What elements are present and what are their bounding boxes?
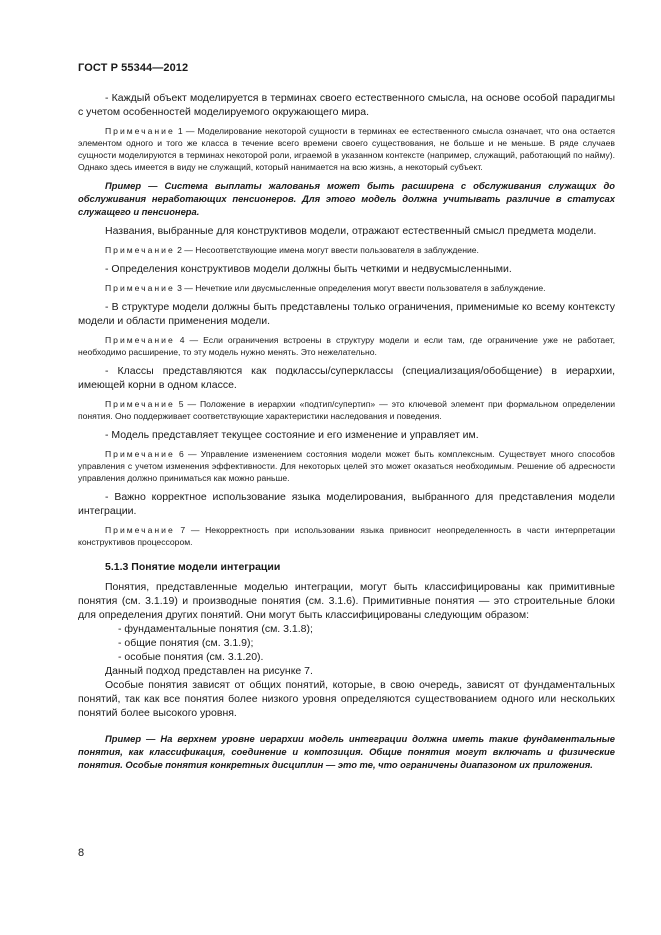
paragraph: Особые понятия зависят от общих понятий, которые, в свою очередь, зависят от фундаментальных понятий, так как все понятия более низкого уровня определяются существованием одного или нескольких понятий более высокого уровня.	[78, 679, 615, 719]
note-text: 3 — Нечеткие или двусмысленные определения могут ввести пользователя в заблуждение.	[174, 283, 546, 293]
paragraph: Данный подход представлен на рисунке 7.	[105, 665, 313, 677]
note	[78, 524, 615, 548]
paragraph: - Классы представляются как подклассы/суперклассы (специализация/обобщение) в иерархии, имеющей корни в одном классе.	[78, 365, 615, 391]
note	[78, 125, 615, 173]
note	[78, 334, 615, 358]
note	[78, 448, 615, 484]
paragraph: - Модель представляет текущее состояние и его изменение и управляет им.	[105, 429, 479, 441]
paragraph: - Определения конструктивов модели должны быть четкими и недвусмысленными.	[105, 263, 512, 275]
note-label: Примечание	[105, 399, 175, 409]
list-item: - особые понятия (см. 3.1.20).	[118, 651, 264, 663]
section-heading: 5.1.3 Понятие модели интеграции	[105, 561, 281, 573]
note-text: 4 — Если ограничения встроены в структуру модели и если там, где ограничение уже не работает, необходимо расширение, то эту модель нужно менять. Это нежелательно.	[78, 335, 615, 357]
note	[78, 282, 615, 294]
example: Пример — Система выплаты жалованья может быть расширена с обслуживания служащих до обслуживания неработающих пенсионеров. Для этого модель должна учитывать различие в статусах служащего и пенсионера.	[78, 180, 615, 217]
page-number: 8	[78, 847, 85, 859]
note-text: 2 — Несоответствующие имена могут ввести пользователя в заблуждение.	[174, 245, 479, 255]
paragraph: - Каждый объект моделируется в терминах своего естественного смысла, на основе особой парадигмы с учетом особенностей моделируемого окружающего мира.	[78, 92, 615, 118]
list-item: - фундаментальные понятия (см. 3.1.8);	[118, 623, 313, 635]
note-text: 6 — Управление изменением состояния модели может быть комплексным. Существует много способов управления с учетом изменения эффективности. Для некоторых целей это может оказаться необходимым. Решение об адресности управления должно приниматься как можно раньше.	[78, 449, 615, 483]
paragraph: - В структуре модели должны быть представлены только ограничения, применимые ко всему контексту модели и области применения модели.	[78, 301, 615, 327]
paragraph: Названия, выбранные для конструктивов модели, отражают естественный смысл предмета модели.	[105, 225, 597, 237]
list-item: - общие понятия (см. 3.1.9);	[118, 637, 254, 649]
note-label: Примечание	[105, 525, 175, 535]
paragraph: - Важно корректное использование языка моделирования, выбранного для представления модели интеграции.	[78, 491, 615, 517]
example: Пример — На верхнем уровне иерархии модель интеграции должна иметь такие фундаментальные понятия, как классификация, соединение и композиция. Общие понятия могут включать и физические понятия. Особые понятия конкретных дисциплин — это те, что ограничены диапазоном их приложения.	[78, 733, 615, 770]
document-body	[78, 91, 615, 771]
note-text: 1 — Моделирование некоторой сущности в терминах ее естественного смысла означает, что она остается элементом одного и того же класса в течение всего времени своего существования, не больше и не меньше. В ряде случаев сущности моделируются в терминах некоторой роли, играемой в указанном контексте (например, служащий, работающий по найму). Однако здесь имеется в виду не служащий, который нанимается на всю жизнь, а некоторый субъект.	[78, 126, 615, 172]
note-label: Примечание	[105, 245, 175, 255]
note-label: Примечание	[105, 126, 175, 136]
note-text: 5 — Положение в иерархии «подтип/супертип» — это ключевой элемент при формальном определении понятия. Оно поддерживает соответствующие характеристики наследования и поведения.	[78, 399, 615, 421]
document-header: ГОСТ Р 55344—2012	[78, 62, 189, 74]
note	[78, 244, 615, 256]
note-label: Примечание	[105, 335, 175, 345]
note-text: 7 — Некорректность при использовании языка привносит неопределенность в части интерпретации конструктивов процессором.	[78, 525, 615, 547]
note-label: Примечание	[105, 449, 175, 459]
note	[78, 398, 615, 422]
note-label: Примечание	[105, 283, 175, 293]
paragraph: Понятия, представленные моделью интеграции, могут быть классифицированы как примитивные понятия (см. 3.1.19) и производные понятия (см. 3.1.6). Примитивные понятия — это строительные блоки для определения других понятий. Они могут быть классифицированы следующим образом:	[78, 581, 615, 621]
